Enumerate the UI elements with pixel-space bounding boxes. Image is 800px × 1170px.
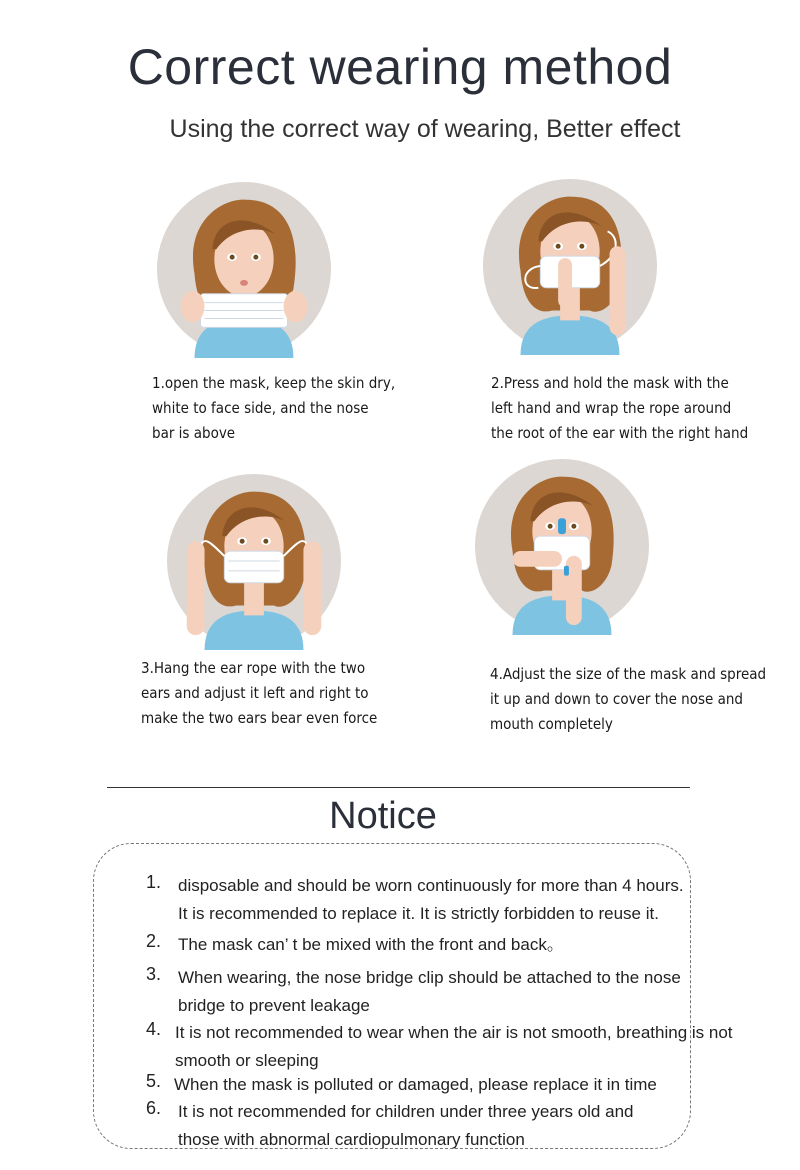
notice-item-line: The mask can’ t be mixed with the front and back。 [178, 935, 564, 954]
notice-item-line: It is not recommended to wear when the air is not smooth, breathing is not [175, 1023, 733, 1042]
page-title: Correct wearing method [127, 39, 673, 95]
step-3-line-3: make the two ears bear even force [141, 709, 378, 727]
step-1-line-1: 1.open the mask, keep the skin dry, [152, 374, 396, 392]
step-3-text [141, 656, 377, 731]
step-3-line-1: 3.Hang the ear rope with the two [141, 659, 366, 677]
step-3-illustration [165, 472, 343, 650]
step-1-line-2: white to face side, and the nose [152, 399, 369, 417]
step-2-line-1: 2.Press and hold the mask with the [491, 374, 729, 392]
step-3-line-2: ears and adjust it left and right to [141, 684, 369, 702]
notice-item-line: When the mask is polluted or damaged, please replace it in time [174, 1075, 657, 1094]
notice-item-line: disposable and should be worn continuously for more than 4 hours. [178, 876, 684, 895]
step-1-illustration [155, 180, 333, 358]
notice-item-number: 4. [146, 1019, 162, 1039]
notice-item-number: 6. [146, 1098, 162, 1118]
page-subtitle: Using the correct way of wearing, Better effect [169, 115, 681, 143]
step-4-line-2: it up and down to cover the nose and [490, 690, 743, 708]
step-1-line-3: bar is above [152, 424, 236, 442]
notice-item-number: 2. [146, 931, 162, 951]
notice-title: Notice [329, 795, 437, 837]
step-4-line-1: 4.Adjust the size of the mask and spread [490, 665, 767, 683]
notice-item-line: It is recommended to replace it. It is strictly forbidden to reuse it. [178, 904, 659, 923]
section-divider [107, 787, 690, 788]
notice-item-line: bridge to prevent leakage [178, 996, 370, 1015]
notice-item-number: 3. [146, 964, 162, 984]
notice-item-number: 5. [146, 1071, 162, 1091]
notice-item-line: those with abnormal cardiopulmonary function [178, 1130, 525, 1149]
step-4-line-3: mouth completely [490, 715, 613, 733]
step-2-line-2: left hand and wrap the rope around [491, 399, 732, 417]
notice-item-line: When wearing, the nose bridge clip should be attached to the nose [178, 968, 681, 987]
notice-item-number: 1. [146, 872, 162, 892]
notice-item-line: It is not recommended for children under three years old and [178, 1102, 634, 1121]
step-2-line-3: the root of the ear with the right hand [491, 424, 749, 442]
step-1-text [152, 371, 395, 446]
notice-item-line: smooth or sleeping [175, 1051, 319, 1070]
step-2-text [491, 371, 748, 446]
step-2-illustration [481, 177, 659, 355]
step-4-text [490, 662, 766, 737]
step-4-illustration [473, 457, 651, 635]
